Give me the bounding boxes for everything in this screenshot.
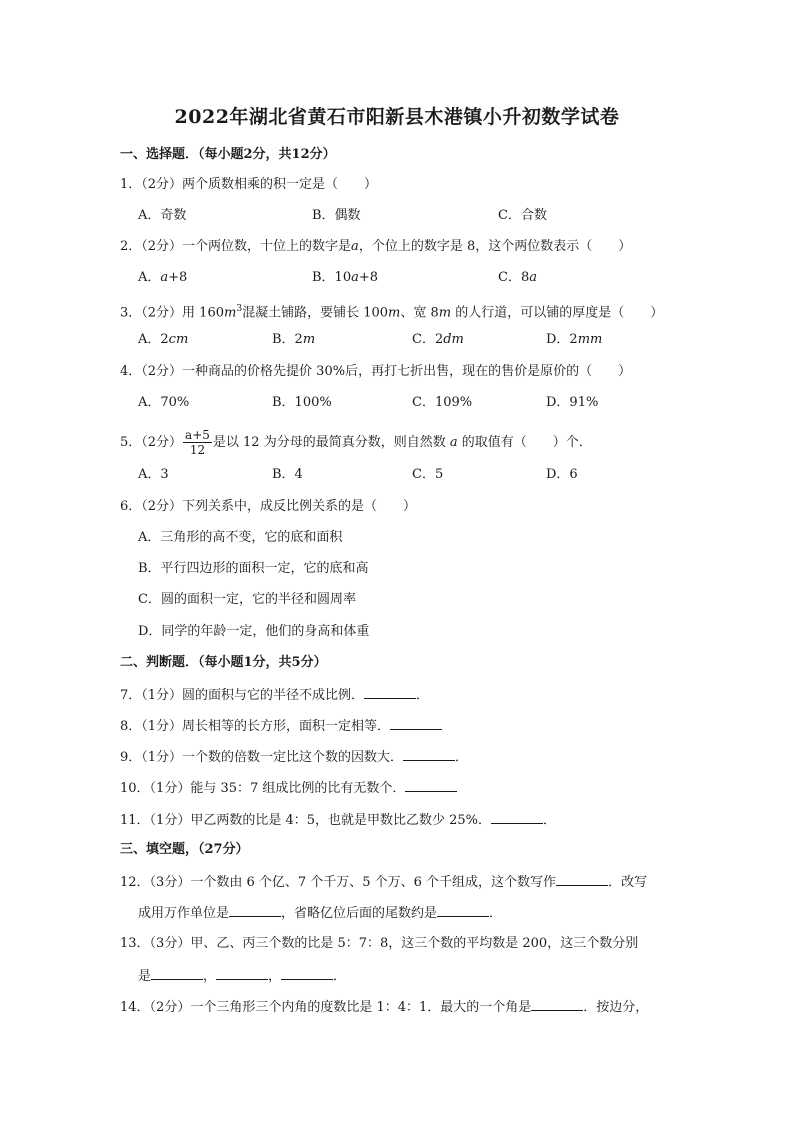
question-4: 4．（2分）一种商品的价格先提价 30%后，再打七折出售，现在的售价是原价的（ ） <box>120 364 632 379</box>
q1-option-a: A．奇数 <box>138 208 187 223</box>
q2-option-c: C．8a <box>498 270 537 285</box>
question-6: 6．（2分）下列关系中，成反比例关系的是（ ） <box>120 499 417 514</box>
answer-blank[interactable] <box>437 902 489 917</box>
q4-option-d: D．91% <box>546 395 599 410</box>
q4-option-c: C．109% <box>412 395 473 410</box>
question-7: 7．（1分）圆的面积与它的半径不成比例． ． <box>120 684 429 706</box>
question-14: 14．（2分）一个三角形三个内角的度数比是 1：4：1．最大的一个角是 ．按边分， <box>120 996 648 1018</box>
question-9: 9．（1分）一个数的倍数一定比这个数的因数大． ． <box>120 746 468 768</box>
q6-option-d: D．同学的年龄一定，他们的身高和体重 <box>138 624 370 639</box>
answer-blank[interactable] <box>151 965 203 980</box>
section-heading-judgement: 二、判断题．（每小题1分，共5分） <box>120 655 327 670</box>
answer-blank[interactable] <box>491 809 543 824</box>
answer-blank[interactable] <box>216 965 268 980</box>
q6-option-c: C．圆的面积一定，它的半径和圆周率 <box>138 592 356 607</box>
answer-blank[interactable] <box>229 902 281 917</box>
question-2: 2．（2分）一个两位数，十位上的数字是a，个位上的数字是 8，这个两位数表示（ ） <box>120 239 632 254</box>
answer-blank[interactable] <box>281 965 333 980</box>
q5-option-d: D．6 <box>546 467 578 482</box>
q2-option-a: A．a+8 <box>138 270 188 285</box>
answer-blank[interactable] <box>405 777 457 792</box>
question-8: 8．（1分）周长相等的长方形，面积一定相等． <box>120 715 442 737</box>
section-heading-choice: 一、选择题．（每小题2分，共12分） <box>120 147 336 162</box>
page-title: 2022年湖北省黄石市阳新县木港镇小升初数学试卷 <box>174 106 620 128</box>
q3-option-a: A．2cm <box>138 332 189 347</box>
q5-option-c: C．5 <box>412 467 444 482</box>
q3-option-c: C．2dm <box>412 332 464 347</box>
answer-blank[interactable] <box>531 996 583 1011</box>
q4-option-a: A．70% <box>138 395 190 410</box>
answer-blank[interactable] <box>403 746 455 761</box>
question-13-line-2: 是 ， ， ． <box>138 965 346 987</box>
question-1: 1．（2分）两个质数相乘的积一定是（ ） <box>120 177 378 192</box>
answer-blank[interactable] <box>556 871 608 886</box>
q5-option-a: A．3 <box>138 467 169 482</box>
question-13-line-1: 13．（3分）甲、乙、丙三个数的比是 5：7：8，这三个数的平均数是 200，这三个数分别 <box>120 936 639 951</box>
q6-option-a: A．三角形的高不变，它的底和面积 <box>138 530 343 545</box>
q3-option-b: B．2m <box>272 332 316 347</box>
question-5: 5．（2分） $\frac{a+5}{12}$ 是以 12 为分母的最简真分数，则自然数 a 的取值有（ ）个． <box>120 428 592 457</box>
question-3: 3．（2分）用 $160m^3$混凝土铺路，要铺长 100m、宽 8m 的人行道，可以铺的厚度是（ ） <box>120 304 664 321</box>
q6-option-b: B．平行四边形的面积一定，它的底和高 <box>138 561 369 576</box>
question-11: 11．（1分）甲乙两数的比是 4：5，也就是甲数比乙数少 25%． ． <box>120 809 556 831</box>
q5-fraction: $\frac{a+5}{12}$ <box>185 428 210 457</box>
question-10: 10．（1分）能与 35：7 组成比例的比有无数个． <box>120 777 457 799</box>
question-12-line-2: 成用万作单位是 ，省略亿位后面的尾数约是 ． <box>138 902 502 924</box>
q4-option-b: B．100% <box>272 395 332 410</box>
section-heading-fill: 三、填空题，（27分） <box>120 842 249 857</box>
q2-option-b: B．10a+8 <box>312 270 379 285</box>
q3-option-d: D．2mm <box>546 332 603 347</box>
q1-option-c: C．合数 <box>498 208 547 223</box>
q5-option-b: B．4 <box>272 467 303 482</box>
answer-blank[interactable] <box>390 715 442 730</box>
question-12-line-1: 12．（3分）一个数由 6 个亿、7 个千万、5 个万、6 个千组成，这个数写作 ．改写 <box>120 871 647 893</box>
q1-option-b: B．偶数 <box>312 208 361 223</box>
answer-blank[interactable] <box>364 684 416 699</box>
